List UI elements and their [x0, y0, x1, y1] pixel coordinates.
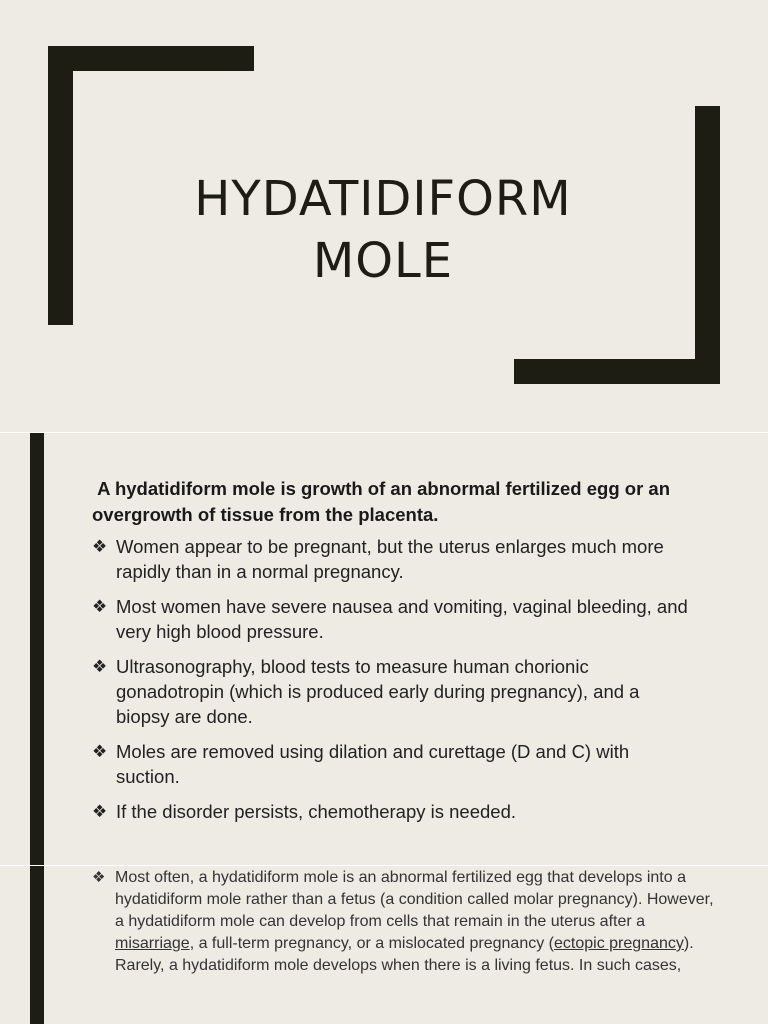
- diamond-bullet-icon: ❖: [92, 657, 108, 676]
- bullet-text: Most women have severe nausea and vomiting, vaginal bleeding, and very high blood pressure.: [116, 596, 688, 642]
- frame-top-left-horizontal-bar: [48, 46, 254, 71]
- bullet-text: Ultrasonography, blood tests to measure human chorionic gonadotropin (which is produced early during pregnancy), and a biopsy are done.: [116, 656, 640, 727]
- slide-title-line-2: MOLE: [312, 233, 454, 289]
- title-slide: [0, 0, 768, 432]
- diamond-bullet-icon: ❖: [92, 802, 108, 821]
- slide-title: [150, 168, 616, 292]
- frame-bottom-right-vertical-bar: [695, 106, 720, 384]
- detail-text-part-2: , a full-term pregnancy, or a mislocated pregnancy (: [189, 935, 554, 952]
- detail-text-part-1: Most often, a hydatidiform mole is an abnormal fertilized egg that develops into a hydatidiform mole rather than a fetus (a condition called molar pregnancy). However, a hydatidiform mole can develop from cells that remain in the uterus after a: [115, 869, 714, 930]
- list-item: [92, 534, 692, 584]
- detail-paragraph: [92, 867, 715, 977]
- list-item: [92, 654, 692, 729]
- bullet-text: If the disorder persists, chemotherapy is needed.: [116, 801, 517, 822]
- diamond-bullet-icon: ❖: [92, 742, 108, 761]
- slide-accent-bar: [30, 433, 44, 865]
- detail-text-part-3: ). Rarely, a hydatidiform mole develops when there is a living fetus. In such cases,: [115, 935, 694, 974]
- content-slide: [0, 433, 768, 865]
- slide-accent-bar: [30, 866, 44, 1024]
- diamond-bullet-icon: ❖: [92, 537, 108, 556]
- diamond-bullet-icon: ❖: [92, 597, 108, 616]
- ectopic-pregnancy-link[interactable]: ectopic pregnancy: [554, 935, 684, 952]
- lead-paragraph: A hydatidiform mole is growth of an abnormal fertilized egg or an overgrowth of tissue from the placenta.: [92, 478, 676, 525]
- misarriage-link[interactable]: misarriage: [115, 935, 190, 952]
- diamond-bullet-icon: ❖: [92, 869, 106, 886]
- list-item: [92, 739, 692, 789]
- list-item: [92, 799, 692, 824]
- bullet-list: [92, 534, 692, 834]
- bullet-text: Women appear to be pregnant, but the uterus enlarges much more rapidly than in a normal pregnancy.: [116, 536, 664, 582]
- bullet-text: Moles are removed using dilation and curettage (D and C) with suction.: [116, 741, 630, 787]
- frame-top-left-vertical-bar: [48, 46, 73, 325]
- detail-slide: [0, 866, 768, 1024]
- list-item: [92, 594, 692, 644]
- slide-title-line-1: HYDATIDIFORM: [194, 171, 572, 227]
- frame-bottom-right-horizontal-bar: [514, 359, 720, 384]
